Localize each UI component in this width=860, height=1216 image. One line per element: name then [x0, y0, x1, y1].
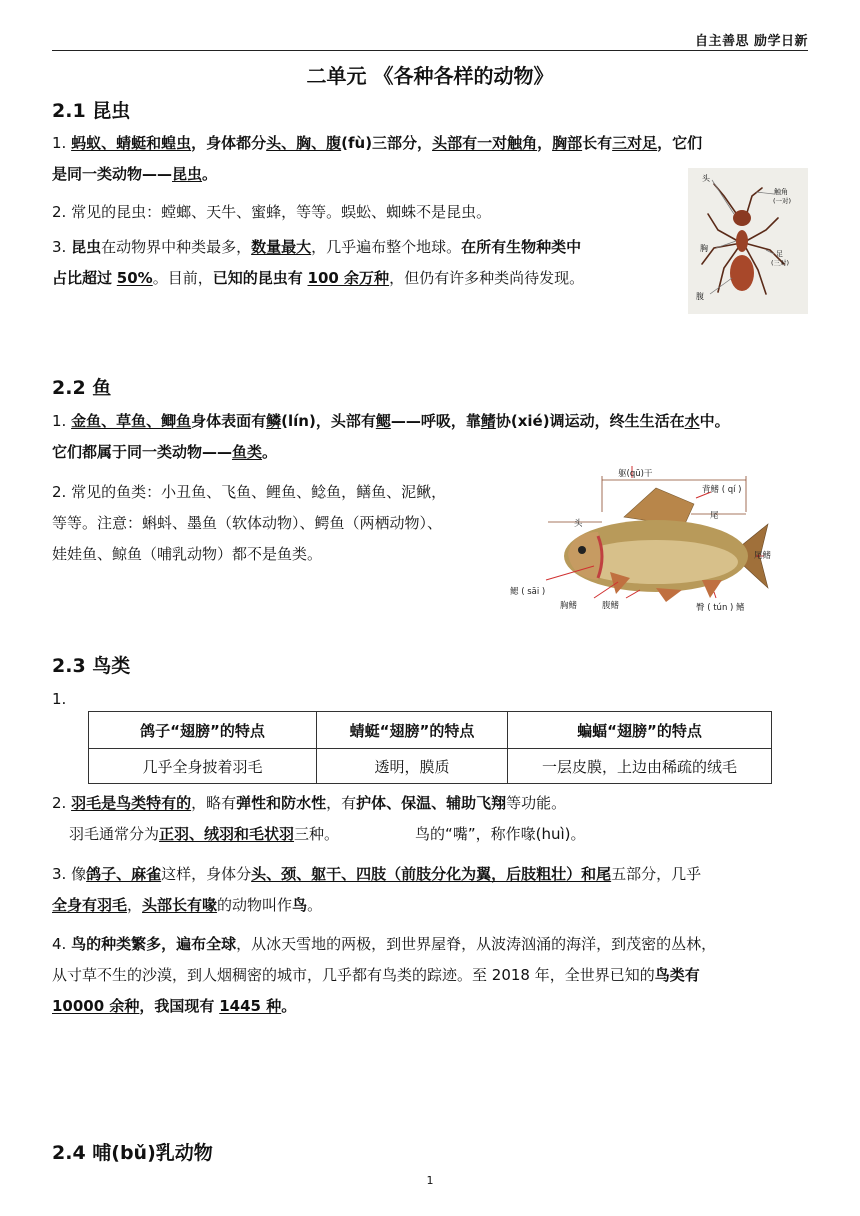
ant-label-thorax: 胸: [700, 244, 708, 253]
fish-label-caudal-fin: 尾鳍: [754, 551, 772, 561]
insects-point-3: 3. 昆虫在动物界中种类最多，数量最大，几乎遍布整个地球。在所有生物种类中 占比超过 50%。目前，已知的昆虫有 100 余万种，但仍有许多种类尚待发现。: [52, 238, 585, 287]
section-heading-fish: 2.2 鱼: [52, 377, 112, 399]
section-heading-mammals: 2.4 哺(bǔ)乳动物: [52, 1142, 213, 1164]
section-heading-insects: 2.1 昆虫: [52, 100, 131, 122]
insects-point-1: 1. 蚂蚁、蜻蜓和蝗虫，身体都分头、胸、腹(fù)三部分，头部有一对触角，胸部长有三对足，它们 是同一类动物——昆虫。: [52, 134, 703, 183]
fish-illustration: [506, 462, 776, 622]
ant-illustration: [688, 168, 808, 314]
header-divider: [52, 50, 808, 51]
unit-title: 二单元 《各种各样的动物》: [306, 64, 554, 88]
fish-label-tail: 尾: [710, 511, 719, 521]
fish-point-2: 2. 常见的鱼类：小丑鱼、飞鱼、鲤鱼、鲶鱼，鳝鱼、泥鳅， 等等。注意：蝌蚪、墨鱼（软体动物）、鳄鱼（两栖动物）、 娃娃鱼、鲸鱼（哺乳动物）都不是鱼类。: [52, 483, 447, 563]
birds-point-1-number: 1.: [52, 690, 67, 708]
fish-label-head: 头: [574, 519, 583, 529]
table-header-pigeon: 鸽子“翅膀”的特点: [89, 712, 317, 749]
header-motto: 自主善思 励学日新: [694, 34, 808, 49]
ant-label-antenna: 触角: [774, 188, 788, 196]
section-heading-birds: 2.3 鸟类: [52, 655, 131, 677]
fish-diagram: [506, 462, 776, 622]
table-cell-dragonfly: 透明，膜质: [317, 749, 508, 784]
ant-label-head: 头: [702, 174, 710, 183]
fish-label-pectoral-fin: 胸鳍: [560, 601, 578, 611]
fish-label-trunk: 躯(qū)干: [618, 469, 653, 479]
table-row: [89, 749, 772, 784]
ant-label-abdomen: 腹: [696, 292, 704, 301]
fish-point-1: 1. 金鱼、草鱼、鲫鱼身体表面有鳞(lín)，头部有鳃——呼吸，靠鳍协(xié)调运动，终生生活在水中。 它们都属于同一类动物——鱼类。: [52, 412, 730, 461]
ant-label-legs: 足: [776, 250, 783, 258]
table-cell-pigeon: 几乎全身披着羽毛: [89, 749, 317, 784]
birds-point-3: 3. 像鸽子、麻雀这样，身体分头、颈、躯干、四肢（前肢分化为翼，后肢粗壮）和尾五部分，几乎 全身有羽毛，头部长有喙的动物叫作鸟。: [52, 865, 702, 914]
ant-label-antenna-note: (一对): [773, 197, 792, 205]
ant-label-legs-note: (三对): [771, 259, 790, 267]
fish-label-anal-fin: 臀 ( tún ) 鳍: [696, 603, 745, 613]
fish-label-dorsal-fin: 背鳍 ( qí ): [702, 485, 742, 495]
insects-point-2: 2. 常见的昆虫：螳螂、天牛、蜜蜂，等等。蜈蚣、蜘蛛不是昆虫。: [52, 203, 492, 221]
fish-label-gill: 鳃 ( sāi ): [510, 587, 546, 597]
wing-comparison-table: [88, 711, 772, 784]
table-cell-bat: 一层皮膜，上边由稀疏的绒毛: [508, 749, 772, 784]
fish-label-pelvic-fin: 腹鳍: [602, 601, 620, 611]
birds-point-4: 4. 鸟的种类繁多，遍布全球，从冰天雪地的两极，到世界屋脊，从波涛汹涌的海洋，到茂密的丛林， 从寸草不生的沙漠，到人烟稠密的城市，几乎都有鸟类的踪迹。至 2018 年，全世界已知的鸟类有 10000 余种，我国现有 1445 种。: [52, 935, 717, 1015]
page-number: 1: [426, 1174, 434, 1187]
table-header-dragonfly: 蜻蜓“翅膀”的特点: [317, 712, 508, 749]
table-header-bat: 蝙蝠“翅膀”的特点: [508, 712, 772, 749]
ant-diagram: [688, 168, 808, 314]
birds-point-2: 2. 羽毛是鸟类特有的，略有弹性和防水性，有护体、保温、辅助飞翔等功能。 羽毛通常分为正羽、绒羽和毛状羽三种。 鸟的“嘴”，称作喙(huì)。: [52, 794, 586, 843]
table-header-row: [89, 712, 772, 749]
